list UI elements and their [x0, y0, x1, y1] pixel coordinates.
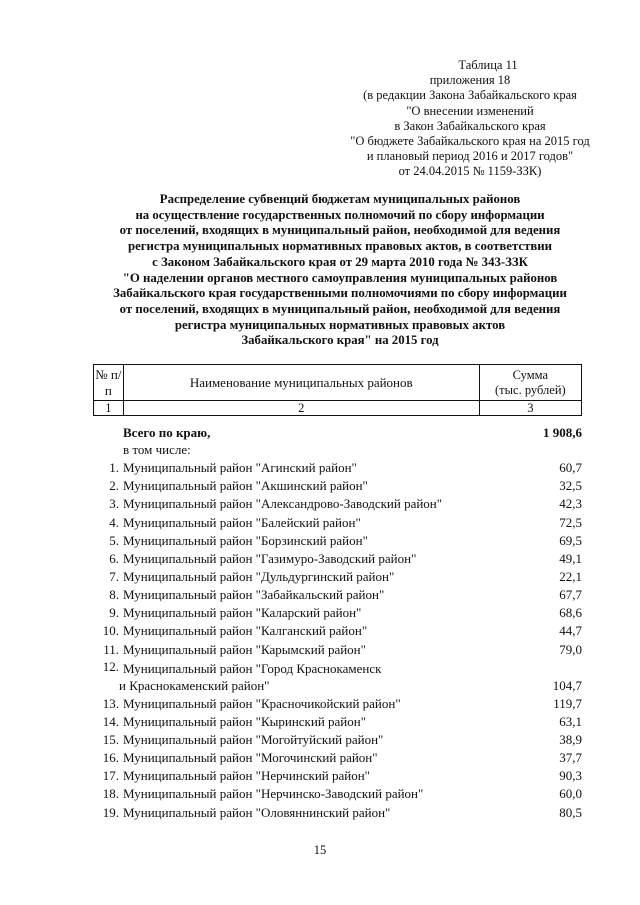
- row-number: 12.: [102, 658, 119, 674]
- total-row: [93, 423, 582, 441]
- total-label: Всего по краю,: [123, 425, 211, 440]
- row-number: 11.: [103, 641, 119, 657]
- row-name: Муниципальный район "Каларский район": [123, 605, 362, 621]
- row-number: 18.: [102, 786, 119, 802]
- table-header-row: [94, 365, 582, 401]
- table-row: [93, 567, 582, 585]
- row-name: Муниципальный район "Калганский район": [123, 623, 368, 639]
- title-line: с Законом Забайкальского края от 29 марта 2010 года № 343-ЗЗК: [152, 254, 528, 269]
- row-number: 19.: [102, 804, 119, 820]
- document-title: [80, 192, 600, 349]
- header-line: от 24.04.2015 № 1159-ЗЗК): [398, 164, 542, 179]
- header-line: приложения 18: [429, 73, 511, 88]
- table-row: [93, 585, 582, 603]
- title-line: "О наделении органов местного самоуправления муниципальных районов: [122, 270, 558, 285]
- table-body: [93, 423, 582, 821]
- row-name: Муниципальный район "Акшинский район": [123, 478, 368, 494]
- table-row: [93, 694, 582, 712]
- appendix-header: [320, 58, 620, 180]
- row-name: Муниципальный район "Кыринский район": [123, 713, 367, 729]
- table-row: [93, 549, 582, 567]
- row-value: 44,7: [559, 623, 582, 639]
- row-name: Муниципальный район "Забайкальский район": [123, 587, 385, 603]
- column-header-name: Наименование муниципальных районов: [123, 365, 479, 401]
- row-name: Муниципальный район "Александрово-Заводский район": [123, 496, 443, 512]
- table-row: [93, 730, 582, 748]
- row-name-line1: Муниципальный район "Город Краснокаменск: [123, 660, 382, 676]
- row-number: 13.: [102, 695, 119, 711]
- page-number: 15: [313, 843, 327, 857]
- row-name: Муниципальный район "Оловяннинский район": [123, 804, 391, 820]
- row-name: Муниципальный район "Борзинский район": [123, 532, 368, 548]
- row-value: 80,5: [559, 804, 582, 820]
- row-number: 8.: [109, 587, 119, 603]
- column-index: 2: [123, 401, 479, 416]
- table-row: [93, 476, 582, 494]
- table-row: [93, 766, 582, 784]
- row-number: 9.: [109, 605, 119, 621]
- total-value: 1 908,6: [543, 425, 582, 440]
- row-name: Муниципальный район "Газимуро-Заводский район": [123, 550, 417, 566]
- table-row: [93, 748, 582, 766]
- column-index: 1: [94, 401, 124, 416]
- row-name: Муниципальный район "Могочинский район": [123, 750, 378, 766]
- column-header-amount: [479, 365, 581, 401]
- table-row: [93, 784, 582, 802]
- row-number: 4.: [109, 514, 119, 530]
- row-number: 10.: [102, 623, 119, 639]
- amount-header-line2: (тыс. рублей): [495, 382, 566, 397]
- row-name: Муниципальный район "Нерчинский район": [123, 768, 370, 784]
- row-number: 7.: [109, 568, 119, 584]
- row-number: 5.: [109, 532, 119, 548]
- row-value: 42,3: [559, 496, 582, 512]
- header-line: "О бюджете Забайкальского края на 2015 год: [350, 134, 590, 149]
- row-number: 6.: [109, 550, 119, 566]
- table-row: [93, 621, 582, 639]
- row-value: 49,1: [559, 550, 582, 566]
- row-name: Муниципальный район "Могойтуйский район": [123, 731, 384, 747]
- table-row: [93, 658, 582, 694]
- table-header: [93, 364, 582, 416]
- row-value: 60,7: [559, 460, 582, 476]
- row-name: Муниципальный район "Дульдургинский район": [123, 568, 395, 584]
- amount-header-line1: Сумма: [512, 367, 549, 382]
- column-header-number: № п/п: [94, 365, 124, 401]
- including-label: в том числе:: [123, 442, 191, 457]
- header-line: и плановый период 2016 и 2017 годов": [366, 149, 574, 164]
- row-value: 104,7: [552, 677, 582, 693]
- title-line: Забайкальского края" на 2015 год: [241, 333, 439, 348]
- row-value: 69,5: [559, 532, 582, 548]
- row-name: Муниципальный район "Нерчинско-Заводский район": [123, 786, 424, 802]
- table-row: [93, 458, 582, 476]
- row-name: Муниципальный район "Красночикойский район": [123, 695, 401, 711]
- title-line: от поселений, входящих в муниципальный район, необходимой для ведения: [119, 301, 561, 316]
- header-line: (в редакции Закона Забайкальского края: [363, 88, 577, 103]
- row-value: 90,3: [559, 768, 582, 784]
- title-line: Распределение субвенций бюджетам муниципальных районов: [159, 192, 521, 206]
- row-value: 38,9: [559, 731, 582, 747]
- header-line: в Закон Забайкальского края: [394, 118, 546, 133]
- row-name: Муниципальный район "Карымский район": [123, 641, 366, 657]
- table-row: [93, 639, 582, 657]
- row-value: 68,6: [559, 605, 582, 621]
- row-value: 32,5: [559, 478, 582, 494]
- row-name-line2: и Краснокаменский район": [119, 677, 270, 693]
- row-number: 2.: [109, 478, 119, 494]
- title-line: от поселений, входящих в муниципальный район, необходимой для ведения: [119, 223, 561, 238]
- title-line: регистра муниципальных нормативных правовых актов, в соответствии: [127, 239, 553, 254]
- row-value: 22,1: [559, 568, 582, 584]
- row-value: 37,7: [559, 750, 582, 766]
- row-number: 17.: [102, 768, 119, 784]
- row-number: 15.: [102, 731, 119, 747]
- table-row: [93, 531, 582, 549]
- row-name: Муниципальный район "Агинский район": [123, 460, 357, 476]
- row-value: 67,7: [559, 587, 582, 603]
- row-value: 119,7: [553, 695, 582, 711]
- table-row: [93, 512, 582, 530]
- row-number: 1.: [109, 460, 119, 476]
- title-line: регистра муниципальных нормативных правовых актов: [174, 317, 506, 332]
- row-number: 14.: [102, 713, 119, 729]
- row-name: Муниципальный район "Балейский район": [123, 514, 361, 530]
- row-number: 16.: [102, 750, 119, 766]
- row-value: 60,0: [559, 786, 582, 802]
- header-line: "О внесении изменений: [406, 103, 534, 118]
- table-row: [93, 494, 582, 512]
- including-row: [93, 441, 582, 458]
- row-value: 63,1: [559, 713, 582, 729]
- row-value: 72,5: [559, 514, 582, 530]
- column-index: 3: [479, 401, 581, 416]
- title-line: на осуществление государственных полномочий по сбору информации: [135, 207, 545, 222]
- column-index-row: [94, 401, 582, 416]
- table-row: [93, 802, 582, 820]
- title-line: Забайкальского края государственными полномочиями по сбору информации: [113, 286, 567, 301]
- row-value: 79,0: [559, 641, 582, 657]
- table-row: [93, 712, 582, 730]
- row-number: 3.: [109, 496, 119, 512]
- table-row: [93, 603, 582, 621]
- row-name: [119, 660, 492, 694]
- table-number: Таблица 11: [458, 58, 518, 72]
